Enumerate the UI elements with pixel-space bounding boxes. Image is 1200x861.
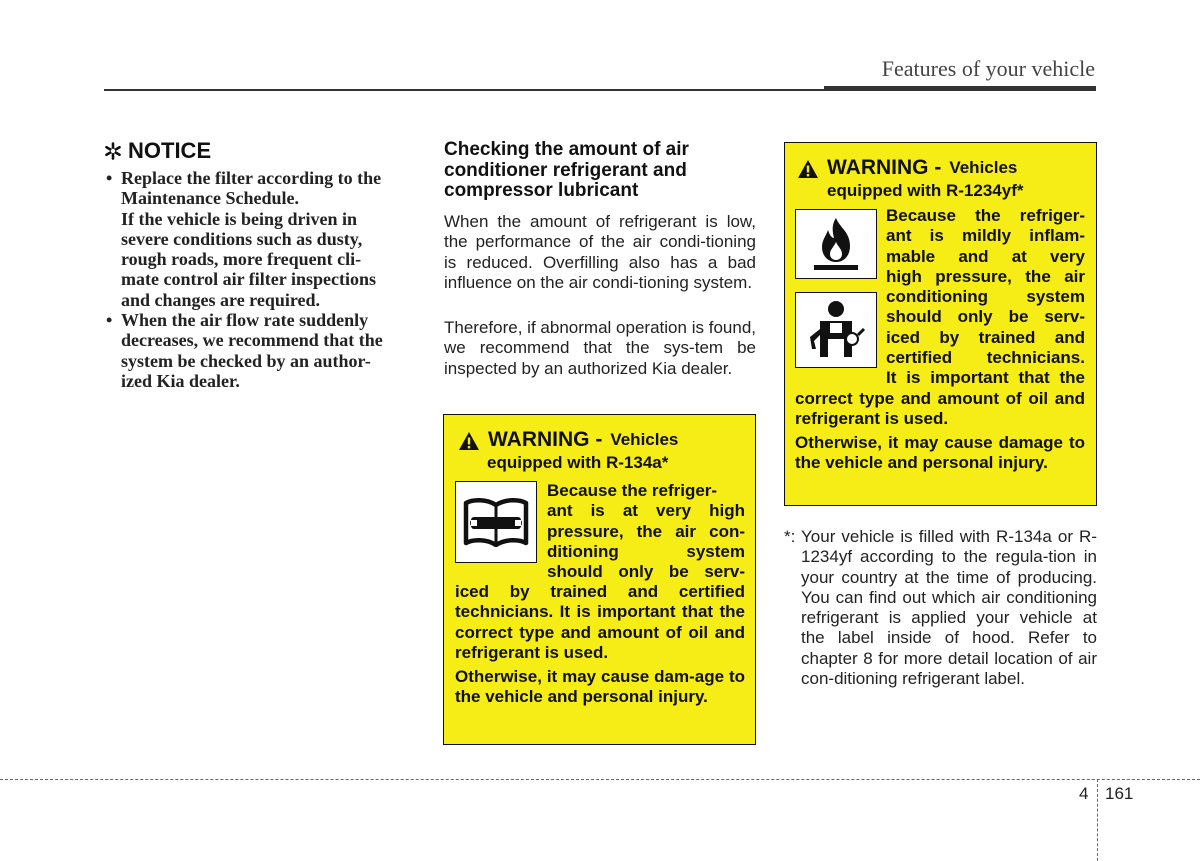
warning-line: ditioning system bbox=[547, 541, 745, 561]
warning-text-consequence: Otherwise, it may cause dam-age to the vehicle and personal injury. bbox=[455, 667, 745, 707]
warning-subtitle: Vehicles bbox=[949, 158, 1018, 177]
header-rule-accent bbox=[824, 86, 1096, 91]
notice-line: • Replace the filter according to the bbox=[121, 168, 382, 188]
body-paragraph: Therefore, if abnormal operation is found, we recommend that the sys-tem be inspected by an authorized Kia dealer. bbox=[444, 318, 756, 378]
warning-line: Because the refriger- bbox=[547, 481, 718, 500]
notice-line: ized Kia dealer. bbox=[121, 370, 240, 391]
warning-line: high pressure, the air bbox=[886, 266, 1085, 286]
warning-triangle-icon bbox=[797, 159, 819, 179]
page-number: 161 bbox=[1105, 784, 1134, 803]
notice-line: system be checked by an author- bbox=[121, 350, 371, 371]
warning-line: conditioning system bbox=[886, 287, 1085, 307]
warning-text-beside-icon bbox=[886, 206, 1085, 389]
warning-box-r134a bbox=[443, 414, 756, 745]
warning-line: mable and at very bbox=[886, 246, 1085, 266]
notice-line: rough roads, more frequent cli- bbox=[121, 249, 362, 270]
warning-word: WARNING - bbox=[488, 428, 603, 451]
header-rule bbox=[104, 89, 824, 91]
notice-star-icon bbox=[104, 142, 122, 160]
section-heading: Checking the amount of air conditioner refrigerant and compressor lubricant bbox=[444, 139, 689, 201]
notice-line: mate control air filter inspections bbox=[121, 269, 376, 290]
header-section-title: Features of your vehicle bbox=[881, 56, 1095, 81]
warning-line: It is important that the bbox=[886, 368, 1085, 388]
warning-line: ant is mildly inflam- bbox=[886, 226, 1085, 246]
warning-line: Because the refriger- bbox=[886, 206, 1085, 225]
warning-line: should only be serv- bbox=[547, 562, 745, 582]
warning-box-r1234yf bbox=[784, 142, 1097, 506]
notice-item bbox=[104, 310, 417, 391]
footnote-mark: *: bbox=[784, 527, 796, 546]
warning-text: iced by trained and certified technicians. It is important that the correct type and amount of oil and refrigerant is used. bbox=[455, 582, 745, 662]
warning-subtitle-line2: equipped with R-134a* bbox=[487, 453, 669, 472]
warning-line: should only be serv- bbox=[886, 307, 1085, 327]
body-paragraph: When the amount of refrigerant is low, the performance of the air condi-tioning is reduced. Overfilling also has a bad influence on the air condi-tioning system. bbox=[444, 212, 756, 292]
warning-line: pressure, the air con- bbox=[547, 521, 745, 541]
footnote-text: Your vehicle is filled with R-134a or R-1234yf according to the regula-tion in your country at the time of producing. You can find out which air conditioning refrigerant is applied your vehicle at the label inside of hood. Refer to chapter 8 for more detail location of air con-ditioning refrigerant label. bbox=[801, 527, 1097, 689]
warning-title bbox=[797, 157, 1017, 179]
notice-line: decreases, we recommend that the bbox=[121, 330, 383, 351]
footnote bbox=[784, 527, 1097, 689]
notice-line: and changes are required. bbox=[121, 289, 321, 310]
warning-subtitle-line2: equipped with R-1234yf* bbox=[827, 181, 1024, 200]
warning-line: ant is at very high bbox=[547, 501, 745, 521]
service-manual-icon bbox=[455, 481, 537, 563]
warning-word: WARNING - bbox=[827, 156, 942, 179]
warning-text-consequence: Otherwise, it may cause damage to the vehicle and personal injury. bbox=[795, 433, 1085, 473]
warning-text-beside-icon bbox=[547, 481, 745, 582]
warning-text: correct type and amount of oil and refrigerant is used. bbox=[795, 389, 1085, 429]
page-chapter-number: 4 bbox=[1079, 784, 1089, 803]
notice-list bbox=[104, 168, 417, 391]
notice-line: If the vehicle is being driven in bbox=[121, 208, 358, 229]
notice-line: • When the air flow rate suddenly bbox=[121, 310, 369, 331]
warning-line: certified technicians. bbox=[886, 348, 1085, 368]
notice-item bbox=[104, 168, 417, 310]
warning-subtitle: Vehicles bbox=[610, 430, 679, 449]
notice-heading bbox=[104, 138, 211, 164]
footer-page-divider bbox=[1097, 779, 1098, 861]
certified-technician-icon bbox=[795, 292, 877, 368]
notice-line: severe conditions such as dusty, bbox=[121, 228, 363, 249]
warning-triangle-icon bbox=[458, 431, 480, 451]
footer-divider bbox=[0, 779, 1200, 780]
notice-line: Maintenance Schedule. bbox=[121, 188, 299, 209]
warning-title bbox=[458, 429, 678, 451]
warning-line: iced by trained and bbox=[886, 327, 1085, 347]
notice-heading-label: NOTICE bbox=[128, 138, 212, 163]
flammable-icon bbox=[795, 209, 877, 279]
